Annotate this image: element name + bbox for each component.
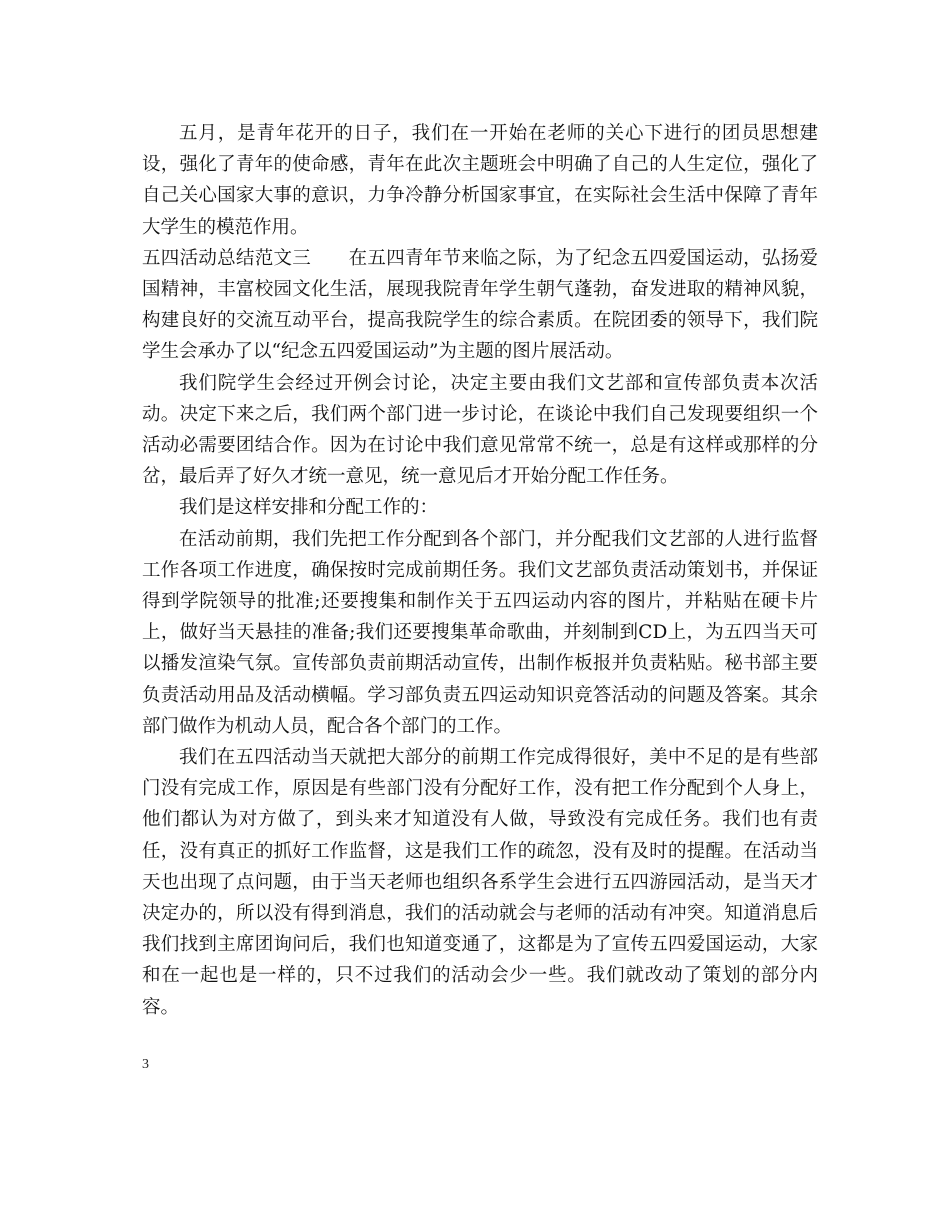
paragraph: 五月，是青年花开的日子，我们在一开始在老师的关心下进行的团员思想建设，强化了青年的使命感，青年在此次主题班会中明确了自己的人生定位，强化了自己关心国家大事的意识，力争冷静分析国家事宜，在实际社会生活中保障了青年大学生的模范作用。 xyxy=(142,123,818,238)
paragraph: 我们在五四活动当天就把大部分的前期工作完成得很好，美中不足的是有些部门没有完成工作，原因是有些部门没有分配好工作，没有把工作分配到个人身上，他们都认为对方做了，到头来才知道没有人做，导致没有完成任务。我们也有责任，没有真正的抓好工作监督，这是我们工作的疏忽，没有及时的提醒。在活动当天也出现了点问题，由于当天老师也组织各系学生会进行五四游园活动，是当天才决定办的，所以没有得到消息，我们的活动就会与老师的活动有冲突。知道消息后我们找到主席团询问后，我们也知道变通了，这都是为了宣传五四爱国运动，大家和在一起也是一样的，只不过我们的活动会少一些。我们就改动了策划的部分内容。 xyxy=(142,747,818,1018)
page-number: 3 xyxy=(142,1057,149,1072)
paragraph: 我们是这样安排和分配工作的： xyxy=(179,497,439,519)
document-body xyxy=(142,118,818,1023)
paragraph: 我们院学生会经过开例会讨论，决定主要由我们文艺部和宣传部负责本次活动。决定下来之后，我们两个部门进一步讨论，在谈论中我们自己发现要组织一个活动必需要团结合作。因为在讨论中我们意见常常不统一，总是有这样或那样的分岔，最后弄了好久才统一意见，统一意见后才开始分配工作任务。 xyxy=(142,372,818,488)
paragraph: 五四活动总结范文三 在五四青年节来临之际，为了纪念五四爱国运动，弘扬爱国精神，丰富校园文化生活，展现我院青年学生朝气蓬勃，奋发进取的精神风貌，构建良好的交流互动平台，提高我院学生的综合素质。在院团委的领导下，我们院学生会承办了以“纪念五四爱国运动”为主题的图片展活动。 xyxy=(142,247,818,363)
paragraph: 在活动前期，我们先把工作分配到各个部门，并分配我们文艺部的人进行监督工作各项工作进度，确保按时完成前期任务。我们文艺部负责活动策划书，并保证得到学院领导的批准;还要搜集和制作关于五四运动内容的图片，并粘贴在硬卡片上，做好当天悬挂的准备;我们还要搜集革命歌曲，并刻制到CD上，为五四当天可以播发渲染气氛。宣传部负责前期活动宣传，出制作板报并负责粘贴。秘书部主要负责活动用品及活动横幅。学习部负责五四运动知识竞答活动的问题及答案。其余部门做作为机动人员，配合各个部门的工作。 xyxy=(142,528,818,737)
